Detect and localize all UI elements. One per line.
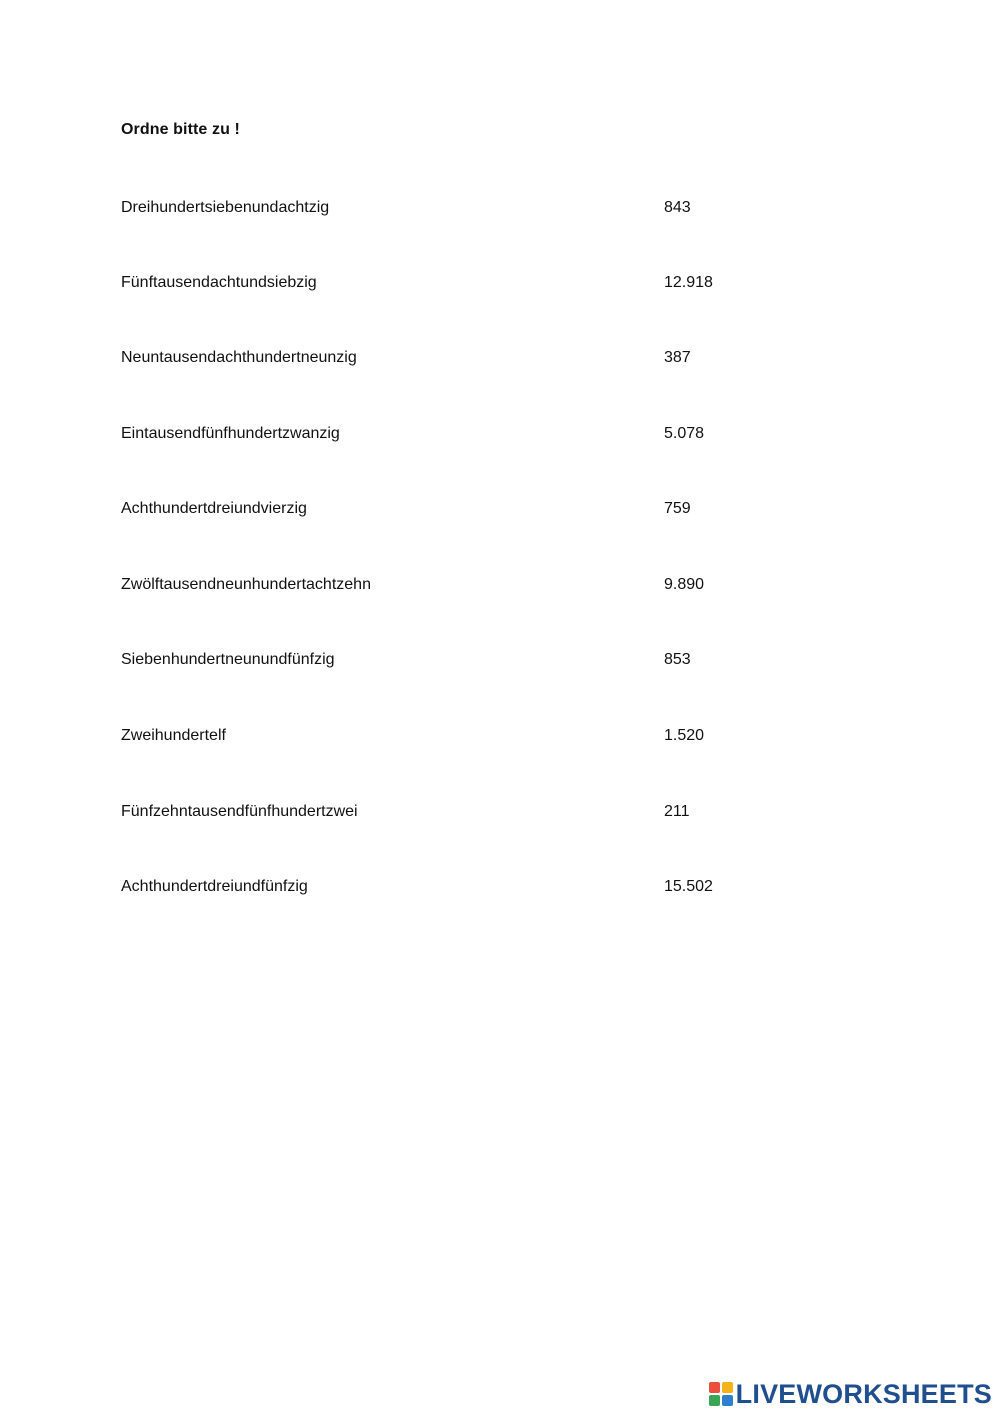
number-word: Zwölftausendneunhundertachtzehn	[121, 576, 371, 593]
list-row	[0, 800, 1000, 824]
number-value: 853	[664, 651, 691, 668]
list-row	[0, 196, 1000, 220]
number-word: Dreihundertsiebenundachtzig	[121, 199, 330, 216]
number-word: Eintausendfünfhundertzwanzig	[121, 425, 340, 442]
number-value: 211	[664, 803, 690, 820]
list-row	[0, 648, 1000, 672]
list-row	[0, 497, 1000, 521]
number-value: 15.502	[664, 878, 713, 895]
number-word: Fünfzehntausendfünfhundertzwei	[121, 803, 358, 820]
number-word: Neuntausendachthundertneunzig	[121, 349, 357, 366]
number-word: Achthundertdreiundfünfzig	[121, 878, 308, 895]
liveworksheets-brand	[709, 1379, 992, 1409]
number-word: Fünftausendachtundsiebzig	[121, 274, 317, 291]
number-value: 843	[664, 199, 691, 216]
list-row	[0, 875, 1000, 899]
list-row	[0, 422, 1000, 446]
list-row	[0, 346, 1000, 370]
number-value: 387	[664, 349, 691, 366]
number-value: 1.520	[664, 727, 705, 744]
liveworksheets-logo-icon	[709, 1382, 733, 1406]
list-row	[0, 271, 1000, 295]
number-value: 759	[664, 500, 691, 517]
worksheet-title: Ordne bitte zu !	[121, 121, 240, 138]
list-row	[0, 573, 1000, 597]
number-value: 12.918	[664, 274, 713, 291]
brand-wordmark: LIVEWORKSHEETS	[735, 1379, 992, 1409]
number-value: 9.890	[664, 576, 705, 593]
number-value: 5.078	[664, 425, 705, 442]
number-word: Achthundertdreiundvierzig	[121, 500, 307, 517]
number-word: Zweihundertelf	[121, 727, 226, 744]
number-word: Siebenhundertneunundfünfzig	[121, 651, 335, 668]
list-row	[0, 724, 1000, 748]
